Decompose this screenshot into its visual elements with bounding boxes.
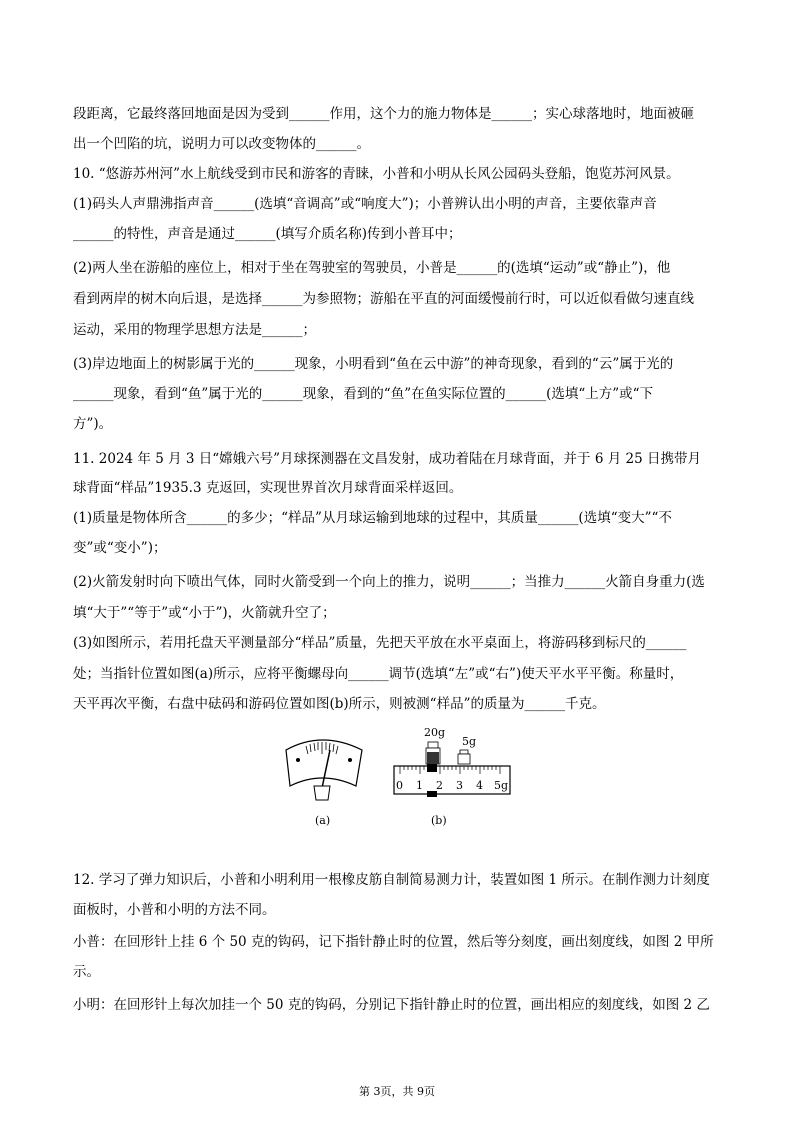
text-line: 球背面“样品”1935.3 克返回，实现世界首次月球背面采样返回。 <box>73 480 463 496</box>
text-line: 填“大于”“等于”或“小于”)，火箭就升空了； <box>73 605 336 621</box>
text-line: 运动，采用的物理学思想方法是______； <box>73 322 316 338</box>
question-12-stem: 12. 学习了弹力知识后，小普和小明利用一根橡皮筋自制简易测力计，装置如图 1 所示。在制作测力计刻度 <box>73 872 710 888</box>
scale-tick-label: 3 <box>456 779 463 792</box>
weight-5g-label: 5g <box>462 735 477 748</box>
scale-tick-label: 2 <box>436 779 443 792</box>
text-line: 面板时，小普和小明的方法不同。 <box>73 902 276 918</box>
text-line: (1)质量是物体所含______的多少；“样品”从月球运输到地球的过程中，其质量______(选填“变大”“不 <box>73 510 672 526</box>
text-line: ______的特性，声音是通过______(填写介质名称)传到小普耳中； <box>73 226 462 242</box>
text-line: (1)码头人声鼎沸指声音______(选填“音调高”或“响度大”)；小普辨认出小明的声音，主要依靠声音 <box>73 196 657 212</box>
caption-a: (a) <box>315 814 331 827</box>
weight-20g-label: 20g <box>424 728 446 739</box>
pointer-dial-diagram <box>286 740 362 800</box>
text-line: 段距离，它最终落回地面是因为受到______作用，这个力的施力物体是______；实心球落地时，地面被砸 <box>73 106 694 122</box>
text-line: 出一个凹陷的坑，说明力可以改变物体的______。 <box>73 136 370 152</box>
text-line: (2)火箭发射时向下喷出气体，同时火箭受到一个向上的推力，说明______；当推力______火箭自身重力(选 <box>73 574 705 590</box>
question-11-stem: 11. 2024 年 5 月 3 日“嫦娥六号”月球探测器在文昌发射，成功着陆在月球背面，并于 6 月 25 日携带月 <box>73 451 701 467</box>
scale-tick-label: 1 <box>416 779 423 792</box>
text-line: 看到两岸的树木向后退，是选择______为参照物；游船在平直的河面缓慢前行时，可以近似看做匀速直线 <box>73 291 694 307</box>
scale-tick-label: 4 <box>476 779 483 792</box>
text-line: 小明：在回形针上每次加挂一个 50 克的钩码，分别记下指针静止时的位置，画出相应的刻度线，如图 2 乙 <box>73 997 710 1013</box>
page-footer: 第 3页，共 9页 <box>359 1085 435 1098</box>
text-line: 小普：在回形针上挂 6 个 50 克的钩码，记下指针静止时的位置，然后等分刻度，画出刻度线，如图 2 甲所 <box>73 934 714 950</box>
text-line: ______现象，看到“鱼”属于光的______现象，看到的“鱼”在鱼实际位置的______(选填“上方”或“下 <box>73 386 654 402</box>
scale-tick-label: 5g <box>494 779 509 792</box>
text-line: 示。 <box>73 964 100 980</box>
text-line: (3)岸边地面上的树影属于光的______现象，小明看到“鱼在云中游”的神奇现象，看到的“云”属于光的 <box>73 356 674 372</box>
weights-and-scale-diagram <box>394 728 510 797</box>
question-10-stem: 10. “悠游苏州河”水上航线受到市民和游客的青睐，小普和小明从长风公园码头登船，饱览苏河风景。 <box>73 166 680 182</box>
text-line: 变”或“变小”)； <box>73 540 167 556</box>
text-line: (2)两人坐在游船的座位上，相对于坐在驾驶室的驾驶员，小普是______的(选填“运动”或“静止”)，他 <box>73 260 671 276</box>
balance-figure <box>270 728 530 836</box>
text-line: 处；当指针位置如图(a)所示，应将平衡螺母向______调节(选填“左”或“右”)使天平水平平衡。称量时， <box>73 666 684 682</box>
caption-b: (b) <box>431 814 447 827</box>
text-line: 方”)。 <box>73 416 113 432</box>
text-line: 天平再次平衡，右盘中砝码和游码位置如图(b)所示，则被测“样品”的质量为______千克。 <box>73 696 606 712</box>
scale-tick-label: 0 <box>396 779 403 792</box>
text-line: (3)如图所示，若用托盘天平测量部分“样品”质量，先把天平放在水平桌面上，将游码移到标尺的______ <box>73 635 687 651</box>
balance-figure-svg <box>270 728 530 836</box>
